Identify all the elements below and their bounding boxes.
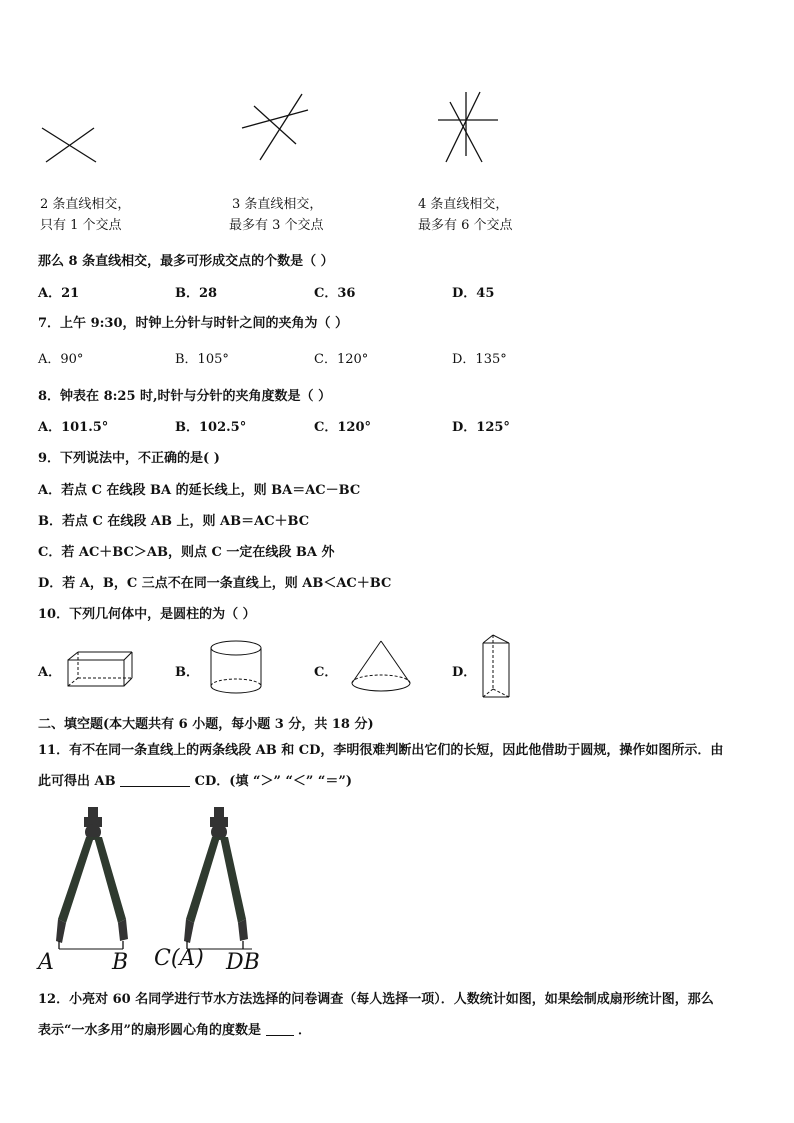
cone-figure xyxy=(348,639,414,695)
q6-option-d: D．45 xyxy=(452,286,495,301)
fig1-caption-2: 只有 1 个交点 xyxy=(40,218,122,233)
q11-answer-blank[interactable] xyxy=(120,774,190,787)
point-label-ca: C(A) xyxy=(154,946,204,971)
four-lines-figure xyxy=(436,90,506,166)
q12-line-2-prefix: 表示“一水多用”的扇形圆心角的度数是 xyxy=(38,1023,261,1038)
q11-line-2-prefix: 此可得出 AB xyxy=(38,774,116,789)
q8-option-d: D．125° xyxy=(452,420,510,435)
q6-stem: 那么 8 条直线相交，最多可形成交点的个数是（ ） xyxy=(38,254,334,269)
q10-option-a: A． xyxy=(38,665,62,680)
q10-option-c: C． xyxy=(314,665,338,680)
point-label-db: DB xyxy=(226,950,260,975)
fig2-caption-2: 最多有 3 个交点 xyxy=(229,218,324,233)
three-lines-figure xyxy=(240,92,320,164)
q6-option-c: C．36 xyxy=(314,286,356,301)
q9-option-a: A．若点 C 在线段 BA 的延长线上，则 BA＝AC－BC xyxy=(38,483,361,498)
q7-option-c: C．120° xyxy=(314,352,369,367)
q11-line-2-suffix: CD．(填 “＞” “＜” “＝”) xyxy=(194,774,353,789)
q10-option-b: B． xyxy=(175,665,199,680)
q9-option-b: B．若点 C 在线段 AB 上，则 AB＝AC＋BC xyxy=(38,514,310,529)
q10-option-d: D． xyxy=(452,665,477,680)
compass-figure-left xyxy=(50,803,136,951)
q12-answer-blank[interactable] xyxy=(266,1023,294,1036)
q7-option-d: D．135° xyxy=(452,352,507,367)
q7-option-a: A．90° xyxy=(38,352,84,367)
q8-option-b: B．102.5° xyxy=(175,420,247,435)
q9-option-d: D．若 A，B，C 三点不在同一条直线上，则 AB＜AC＋BC xyxy=(38,576,392,591)
q12-line-2-suffix: ． xyxy=(298,1023,312,1038)
section-2-title: 二、填空题(本大题共有 6 小题，每小题 3 分，共 18 分) xyxy=(38,717,374,732)
q8-option-c: C．120° xyxy=(314,420,371,435)
cylinder-figure xyxy=(208,639,266,697)
cuboid-figure xyxy=(66,650,136,688)
q8-stem: 8．钟表在 8:25 时,时针与分针的夹角度数是（ ） xyxy=(38,389,332,404)
q11-line-1: 11．有不在同一条直线上的两条线段 AB 和 CD，李明很难判断出它们的长短，因此他借助于圆规，操作如图所示．由 xyxy=(38,743,724,758)
point-label-b: B xyxy=(112,950,129,975)
compass-figure-right xyxy=(178,803,264,951)
q9-stem: 9．下列说法中，不正确的是( ) xyxy=(38,451,220,466)
q9-option-c: C．若 AC＋BC＞AB，则点 C 一定在线段 BA 外 xyxy=(38,545,335,560)
q6-option-b: B．28 xyxy=(175,286,218,301)
fig1-caption-1: 2 条直线相交， xyxy=(40,197,131,212)
q6-option-a: A．21 xyxy=(38,286,80,301)
q11-line-2 xyxy=(38,770,352,789)
q12-line-1: 12．小亮对 60 名同学进行节水方法选择的问卷调查（每人选择一项）．人数统计如图，如果绘制成扇形统计图，那么 xyxy=(38,992,714,1007)
fig3-caption-2: 最多有 6 个交点 xyxy=(418,218,513,233)
fig2-caption-1: 3 条直线相交， xyxy=(232,197,323,212)
q10-stem: 10．下列几何体中，是圆柱的为（ ） xyxy=(38,607,256,622)
q8-option-a: A．101.5° xyxy=(38,420,109,435)
q7-option-b: B．105° xyxy=(175,352,229,367)
q12-line-2 xyxy=(38,1019,311,1038)
q7-stem: 7．上午 9:30，时钟上分针与时针之间的夹角为（ ） xyxy=(38,316,349,331)
point-label-a: A xyxy=(38,950,54,975)
fig3-caption-1: 4 条直线相交， xyxy=(418,197,509,212)
two-lines-figure xyxy=(38,124,108,164)
triangular-prism-figure xyxy=(479,633,515,703)
